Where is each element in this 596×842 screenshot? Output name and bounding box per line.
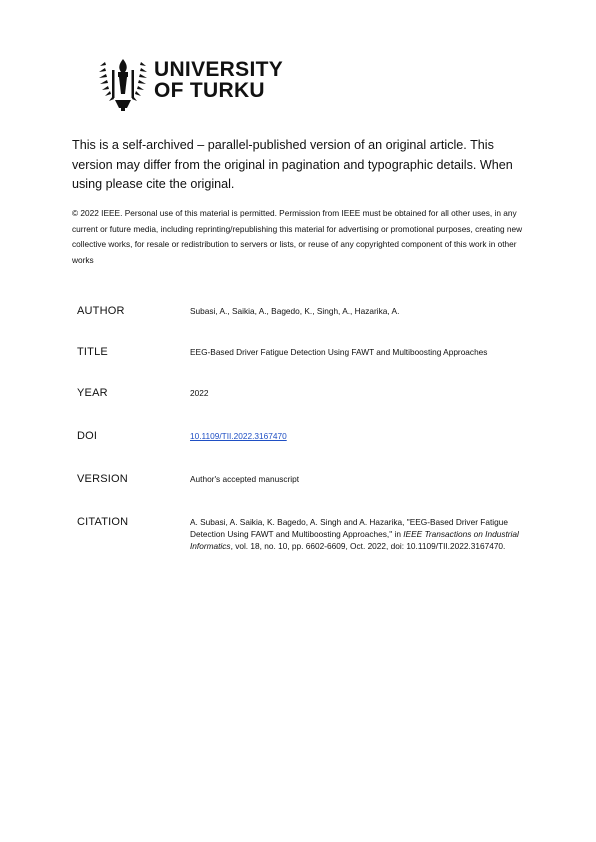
logo-line-1: UNIVERSITY [154, 58, 284, 81]
version-value: Author's accepted manuscript [190, 474, 300, 484]
doi-label: DOI [77, 430, 98, 442]
torch-wreath-emblem-icon [97, 56, 149, 112]
title-label: TITLE [77, 346, 108, 358]
author-value: Subasi, A., Saikia, A., Bagedo, K., Singh, A., Hazarika, A. [190, 306, 400, 316]
title-value: EEG-Based Driver Fatigue Detection Using FAWT and Multiboosting Approaches [190, 347, 488, 357]
citation-label: CITATION [77, 516, 129, 528]
citation-value [190, 516, 520, 553]
author-label: AUTHOR [77, 305, 125, 317]
doi-value [190, 430, 520, 442]
copyright-notice: © 2022 IEEE. Personal use of this material is permitted. Permission from IEEE must be obtained for all other uses, in any current or future media, including reprinting/republishing this material for advertising or promotional purposes, creating new collective works, for resale or redistribution to servers or lists, or reuse of any copyrighted component of this work in other works [72, 208, 523, 265]
citation-text-part1: A. Subasi, A. Saikia, K. Bagedo, A. Singh and A. Hazarika, "EEG-Based Driver Fatigue Detection Using FAWT and Multiboosting Approaches," in [190, 517, 508, 540]
university-name [154, 59, 283, 101]
university-of-turku-logo [97, 56, 287, 112]
year-value: 2022 [190, 388, 209, 398]
doi-link[interactable]: 10.1109/TII.2022.3167470 [190, 431, 287, 441]
citation-journal: IEEE Transactions on Industrial Informatics [190, 529, 519, 552]
year-label: YEAR [77, 387, 108, 399]
logo-line-2: OF TURKU [154, 79, 265, 102]
self-archive-notice: This is a self-archived – parallel-published version of an original article. This version may differ from the original in pagination and typographic details. When using please cite the original. [72, 138, 513, 191]
citation-text-part2: , vol. 18, no. 10, pp. 6602-6609, Oct. 2022, doi: 10.1109/TII.2022.3167470. [230, 541, 506, 552]
version-label: VERSION [77, 473, 128, 485]
